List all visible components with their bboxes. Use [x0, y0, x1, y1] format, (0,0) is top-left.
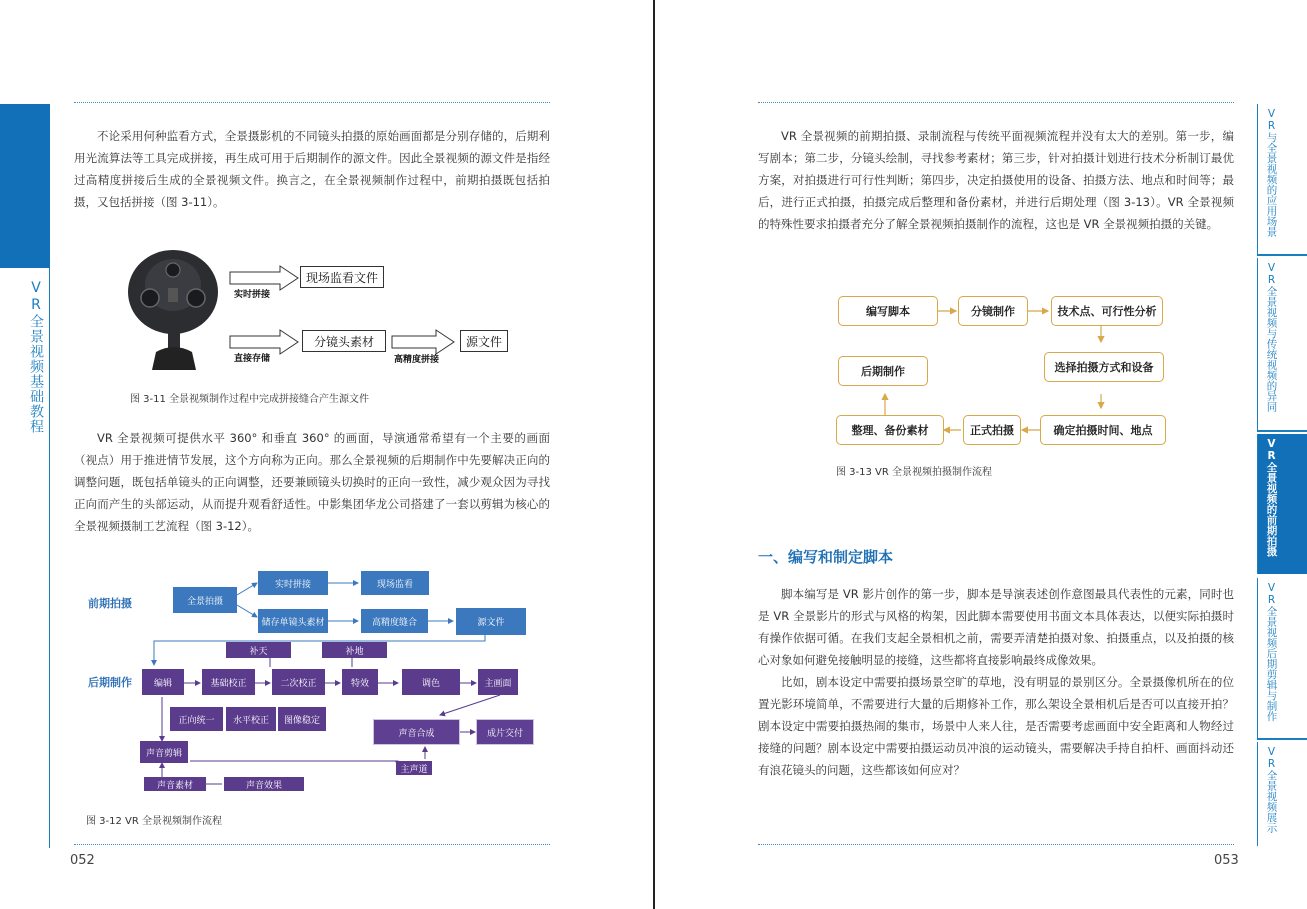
flow-tech-analysis: 技术点、可行性分析: [1051, 296, 1163, 326]
right-paragraph-2: 脚本编写是 VR 影片创作的第一步，脚本是导演表述创作意图最具代表性的元素，同时也是 VR 全景影片的形式与风格的构架，因此脚本需要使用书面文本具体表达，以便实际拍摄时有操作依据可循。在我们支起全景相机之前，需要弄清楚拍摄对象、拍摄重点，以及拍摄的核心对象如何避免接触明显的接缝，这些都将直接影响最终成像效果。 比如，剧本设定中需要拍摄场景空旷的草地，没有明显的景别区分。全景摄像机所在的位置光影环境简单，不需要进行大量的后期修补工作，那么架设全景相机后是否可以直接开拍？剧本设定中需要拍摄热闹的集市，场景中人来人往，是否需要考虑画面中安全距离和人物经过接缝的问题？剧本设定中需要拍摄运动员冲浪的运动镜头，需要解决手持自拍杆、画面抖动还有浪花镜头的问题，这些都该如何应对？: [758, 587, 1234, 777]
figure-3-11: [110, 240, 530, 390]
chapter-tab-label: VR全景视频后期剪辑与制作: [1265, 582, 1278, 722]
flow-set-time-place: 确定拍摄时间、地点: [1040, 415, 1166, 445]
chapter-tab-applications[interactable]: [1257, 104, 1307, 254]
figure-3-13-caption: 图 3-13 VR 全景视频拍摄制作流程: [836, 467, 993, 478]
figure-3-11-caption: 图 3-11 全景视频制作过程中完成拼接缝合产生源文件: [130, 394, 370, 405]
box-hq-stitch: 高精度缝合: [361, 609, 428, 633]
left-top-rule: [74, 102, 550, 103]
tab-divider: [1257, 254, 1307, 256]
left-paragraph-2: VR 全景视频可提供水平 360° 和垂直 360° 的画面，导演通常希望有一个主要的画面（视点）用于推进情节发展，这个方向称为正向。那么全景视频的后期制作中先要解决正向的调整问题，既包括单镜头的正向调整，还要兼顾镜头切换时的正向一致性，减少观众因为寻找正向而产生的头部运动，从而提升观看舒适性。中影集团华龙公司搭建了一套以剪辑为核心的全景视频摄制工艺流程（图 3-12）。: [74, 431, 550, 533]
chapter-tab-showcase[interactable]: [1257, 742, 1307, 846]
left-side-tab: [0, 268, 50, 848]
box-final-delivery: 成片交付: [476, 719, 534, 745]
flow-organize-backup: 整理、备份素材: [836, 415, 944, 445]
label-direct-store: 直接存储: [234, 354, 271, 364]
figure-3-12: [80, 565, 550, 800]
right-top-rule: [758, 102, 1234, 103]
box-main-audio: 主声道: [396, 761, 432, 775]
box-sound-edit: 声音剪辑: [140, 741, 188, 763]
flow-choose-method: 选择拍摄方式和设备: [1044, 352, 1164, 382]
tab-divider: [1257, 738, 1307, 740]
box-shot-material: 分镜头素材: [302, 330, 386, 352]
box-sound-effect: 声音效果: [224, 777, 304, 791]
chapter-tab-post-editing[interactable]: [1257, 578, 1307, 738]
box-fill-ground: 补地: [322, 642, 387, 658]
box-sound-material: 声音素材: [144, 777, 206, 791]
section-heading: 一、编写和制定脚本: [758, 548, 894, 566]
box-realtime-stitch: 实时拼接: [258, 571, 328, 595]
box-onsite-monitor: 现场监看: [361, 571, 429, 595]
right-bottom-rule: [758, 844, 1234, 845]
flow-formal-shoot: 正式拍摄: [963, 415, 1021, 445]
stage-post-production: 后期制作: [88, 676, 132, 689]
book-title-tab: VR全景视频基础教程: [28, 280, 44, 434]
chapter-tab-label: VR与全景视频的应用场景: [1265, 108, 1278, 237]
chapter-tab-label: VR全景视频的前期拍摄: [1265, 438, 1278, 557]
box-main-picture: 主画面: [478, 669, 518, 695]
flow-post-production: 后期制作: [838, 356, 928, 386]
box-grading: 调色: [402, 669, 460, 695]
box-store-single-shot: 储存单镜头素材: [258, 609, 328, 633]
box-stabilize: 图像稳定: [278, 707, 326, 731]
flow-write-script: 编写脚本: [838, 296, 938, 326]
label-realtime-stitch: 实时拼接: [234, 290, 271, 300]
tab-divider: [1257, 430, 1307, 432]
left-page-number: 052: [70, 853, 95, 868]
figure-3-11-arrows: [110, 240, 530, 390]
flow-storyboard: 分镜制作: [958, 296, 1028, 326]
left-bottom-rule: [74, 844, 550, 845]
box-sound-mix: 声音合成: [373, 719, 460, 745]
box-source-file: 源文件: [460, 330, 508, 352]
box-fill-sky: 补天: [226, 642, 291, 658]
box-source-file: 源文件: [456, 608, 526, 635]
label-hq-stitch: 高精度拼接: [394, 355, 440, 365]
box-second-correct: 二次校正: [272, 669, 325, 695]
right-page-number: 053: [1214, 853, 1239, 868]
box-edit: 编辑: [142, 669, 184, 695]
left-paragraph-1: 不论采用何种监看方式，全景摄影机的不同镜头拍摄的原始画面都是分别存储的，后期利用光流算法等工具完成拼接，再生成可用于后期制作的源文件。因此全景视频的源文件是指经过高精度拼接后生成的全景视频文件。换言之，在全景视频制作过程中，前期拍摄既包括拍摄，又包括拼接（图 3-11）。: [74, 129, 550, 209]
book-spine: [653, 0, 655, 909]
figure-3-13: [830, 290, 1180, 450]
stage-pre-production: 前期拍摄: [88, 597, 132, 610]
chapter-tab-label: VR全景视频展示: [1265, 746, 1278, 833]
left-chapter-color-block: [0, 104, 50, 268]
chapter-tab-pre-production-active[interactable]: [1257, 434, 1307, 574]
box-forward-unify: 正向统一: [170, 707, 223, 731]
box-monitor-file: 现场监看文件: [300, 266, 384, 288]
chapter-tab-comparison[interactable]: [1257, 258, 1307, 430]
box-pano-shoot: 全景拍摄: [173, 587, 237, 613]
figure-3-12-caption: 图 3-12 VR 全景视频制作流程: [86, 816, 223, 827]
chapter-tab-label: VR全景视频与传统视频的异同: [1265, 262, 1278, 412]
right-paragraph-1: VR 全景视频的前期拍摄、录制流程与传统平面视频流程并没有太大的差别。第一步，编写剧本；第二步，分镜头绘制，寻找参考素材；第三步，针对拍摄计划进行技术分析制订最优方案，对拍摄进行可行性判断；第四步，决定拍摄使用的设备、拍摄方法、地点和时间等；最后，进行正式拍摄，拍摄完成后整理和备份素材，并进行后期处理（图 3-13）。VR 全景视频的特殊性要求拍摄者充分了解全景视频拍摄制作的流程，这也是 VR 全景视频拍摄的关键。: [758, 129, 1234, 231]
box-vfx: 特效: [342, 669, 378, 695]
box-basic-correct: 基础校正: [202, 669, 255, 695]
box-level-correct: 水平校正: [226, 707, 276, 731]
